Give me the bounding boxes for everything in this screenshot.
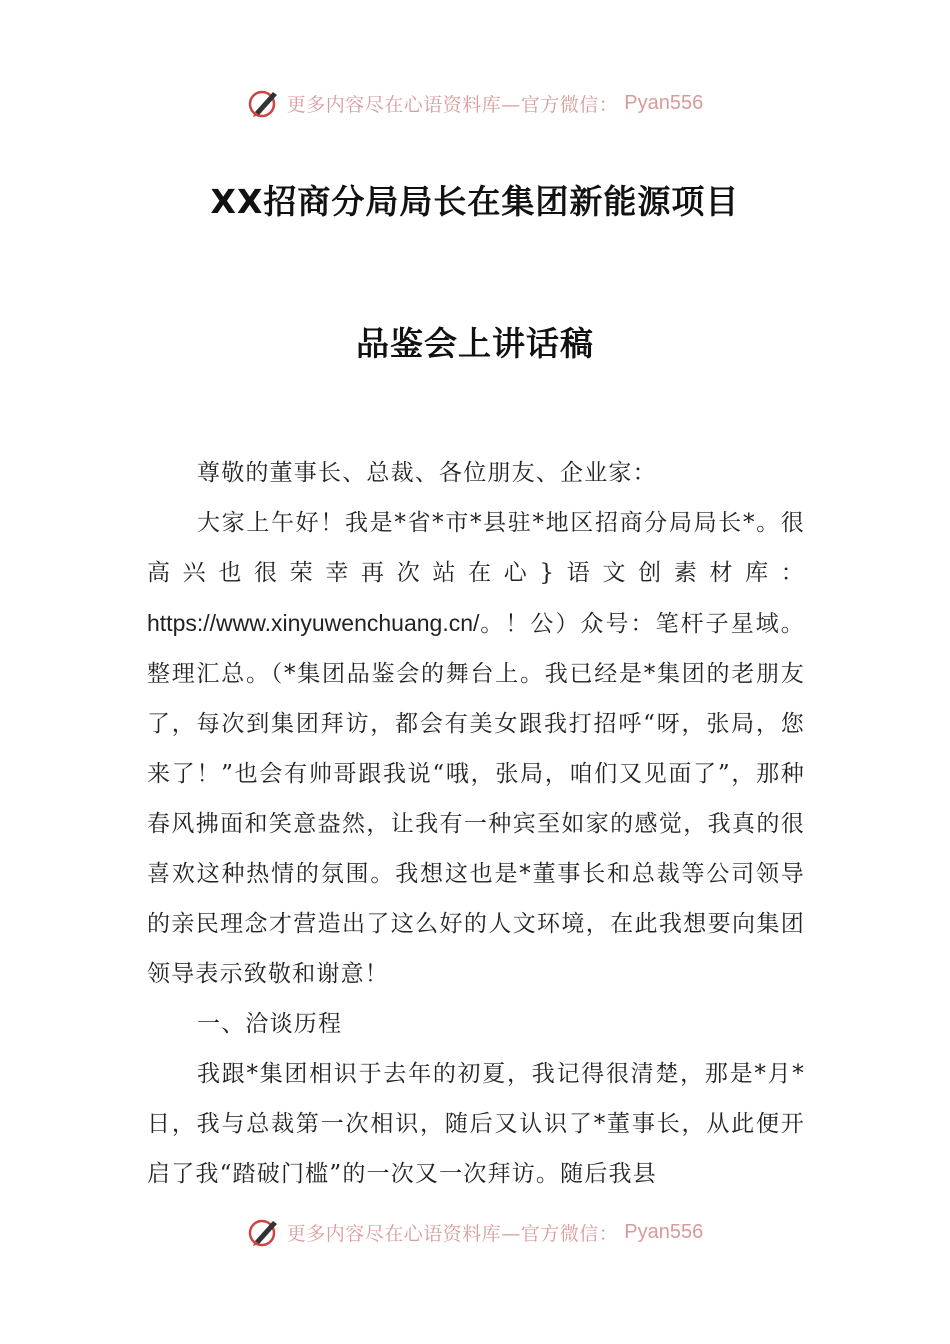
document-body [147, 448, 805, 1199]
source-url: https://www.xinyuwenchuang.cn/ [147, 610, 480, 636]
section-heading: 一、洽谈历程 [197, 1011, 343, 1037]
watermark-text: 更多内容尽在心语资料库—官方微信： [286, 93, 619, 116]
greeting-paragraph: 尊敬的董事长、总裁、各位朋友、企业家： [197, 460, 657, 486]
watermark-wechat-id: Pyan556 [624, 91, 704, 114]
watermark-footer [0, 1212, 950, 1252]
pen-in-circle-icon [247, 86, 281, 120]
history-paragraph: 我跟*集团相识于去年的初夏，我记得很清楚，那是*月*日，我与总裁第一次相识，随后又认识了*董事长，从此便开启了我“踏破门槛”的一次又一次拜访。随后我县 [147, 1061, 805, 1187]
document-title-line2: 品鉴会上讲话稿 [356, 324, 594, 363]
document-title-line1: XX招商分局局长在集团新能源项目 [210, 182, 740, 221]
watermark-text: 更多内容尽在心语资料库—官方微信： [286, 1222, 619, 1245]
watermark-header [0, 83, 950, 123]
watermark-wechat-id: Pyan556 [624, 1220, 704, 1243]
opening-paragraph [147, 498, 805, 999]
pen-in-circle-icon [247, 1215, 281, 1249]
opening-text-a: 大家上午好！我是*省*市*县驻*地区招商分局局长*。很高兴也很荣幸再次站在心}语文创素材库： [147, 510, 805, 586]
opening-text-b: 。！公）众号：笔杆子星域。整理汇总。（*集团品鉴会的舞台上。我已经是*集团的老朋友了，每次到集团拜访，都会有美女跟我打招呼“呀，张局，您来了！”也会有帅哥跟我说“哦，张局，咱们又见面了”，那种春风拂面和笑意盎然，让我有一种宾至如家的感觉，我真的很喜欢这种热情的氛围。我想这也是*董事长和总裁等公司领导的亲民理念才营造出了这么好的人文环境，在此我想要向集团领导表示致敬和谢意！ [147, 611, 805, 987]
